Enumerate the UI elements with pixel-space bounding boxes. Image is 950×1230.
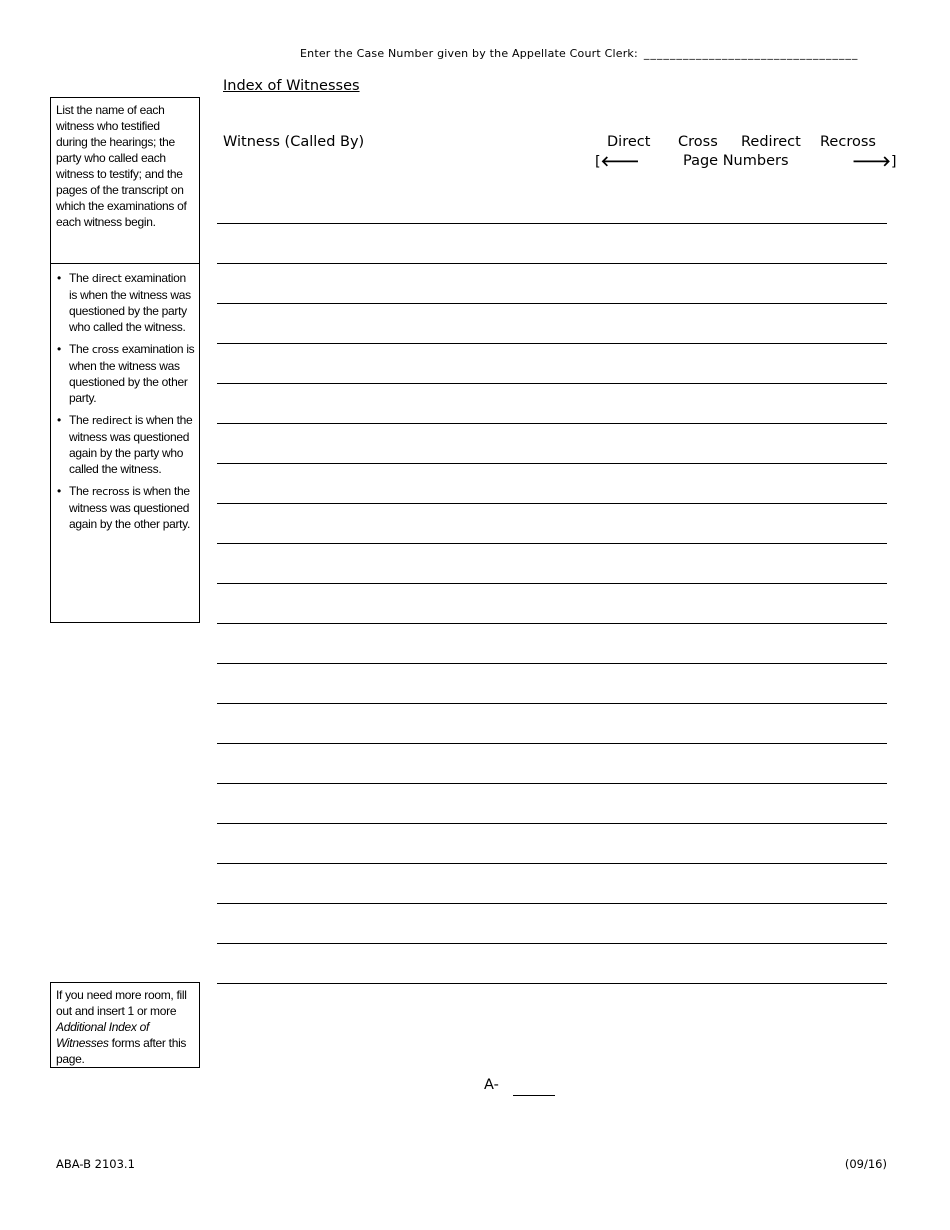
definition-direct: • The direct examination is when the witness was questioned by the party who called the witness.	[55, 270, 195, 335]
table-row[interactable]	[217, 223, 887, 263]
case-number-line	[300, 47, 887, 60]
witness-table	[217, 223, 887, 984]
definition-redirect: • The redirect is when the witness was questioned again by the party who called the witness.	[55, 412, 195, 477]
page-numbers-right-bracket: 🡒]	[852, 154, 897, 170]
term-cross: cross	[91, 343, 119, 356]
case-number-label: Enter the Case Number given by the Appellate Court Clerk:	[300, 47, 638, 60]
form-id: ABA-B 2103.1	[56, 1157, 135, 1171]
page-numbers-label: Page Numbers	[683, 153, 789, 169]
table-row[interactable]	[217, 823, 887, 863]
column-header-recross: Recross	[820, 134, 876, 150]
column-header-direct: Direct	[607, 134, 651, 150]
table-row[interactable]	[217, 623, 887, 663]
table-row[interactable]	[217, 383, 887, 423]
table-row[interactable]	[217, 743, 887, 783]
table-row[interactable]	[217, 663, 887, 703]
table-row[interactable]	[217, 943, 887, 983]
additional-form-name: Additional Index of Witnesses	[56, 1020, 150, 1050]
instructions-box	[50, 97, 200, 264]
table-row[interactable]	[217, 543, 887, 583]
table-row[interactable]	[217, 703, 887, 743]
table-bottom-rule	[217, 983, 887, 984]
table-row[interactable]	[217, 503, 887, 543]
more-room-box: If you need more room, fill out and insert 1 or more Additional Index of Witnesses forms after this page.	[50, 982, 200, 1068]
arrow-left-icon: 🡐	[600, 154, 640, 170]
page-title: Index of Witnesses	[223, 78, 360, 94]
table-row[interactable]	[217, 343, 887, 383]
term-redirect: redirect	[91, 414, 132, 427]
column-header-redirect: Redirect	[741, 134, 801, 150]
table-row[interactable]	[217, 423, 887, 463]
definition-cross: • The cross examination is when the witness was questioned by the other party.	[55, 341, 195, 406]
case-number-field[interactable]: _________________________________	[643, 47, 859, 60]
instructions-text: List the name of each witness who testified during the hearings; the party who called each witness to testify; and the pages of the transcript on which the examinations of each witness begin.	[56, 103, 187, 229]
column-header-witness: Witness (Called By)	[223, 134, 365, 150]
definitions-box	[50, 263, 200, 623]
table-row[interactable]	[217, 783, 887, 823]
arrow-right-icon: 🡒	[852, 154, 891, 170]
page-number-label: A-	[484, 1077, 499, 1093]
page-number-field[interactable]	[513, 1095, 555, 1096]
page-numbers-left-bracket: [🡐	[595, 154, 640, 170]
table-row[interactable]	[217, 863, 887, 903]
term-direct: direct	[91, 272, 122, 285]
term-recross: recross	[91, 485, 130, 498]
table-row[interactable]	[217, 263, 887, 303]
table-row[interactable]	[217, 303, 887, 343]
definition-recross: • The recross is when the witness was questioned again by the other party.	[55, 483, 195, 532]
form-revision: (09/16)	[844, 1157, 887, 1171]
column-header-cross: Cross	[678, 134, 718, 150]
table-row[interactable]	[217, 463, 887, 503]
table-row[interactable]	[217, 583, 887, 623]
table-row[interactable]	[217, 903, 887, 943]
